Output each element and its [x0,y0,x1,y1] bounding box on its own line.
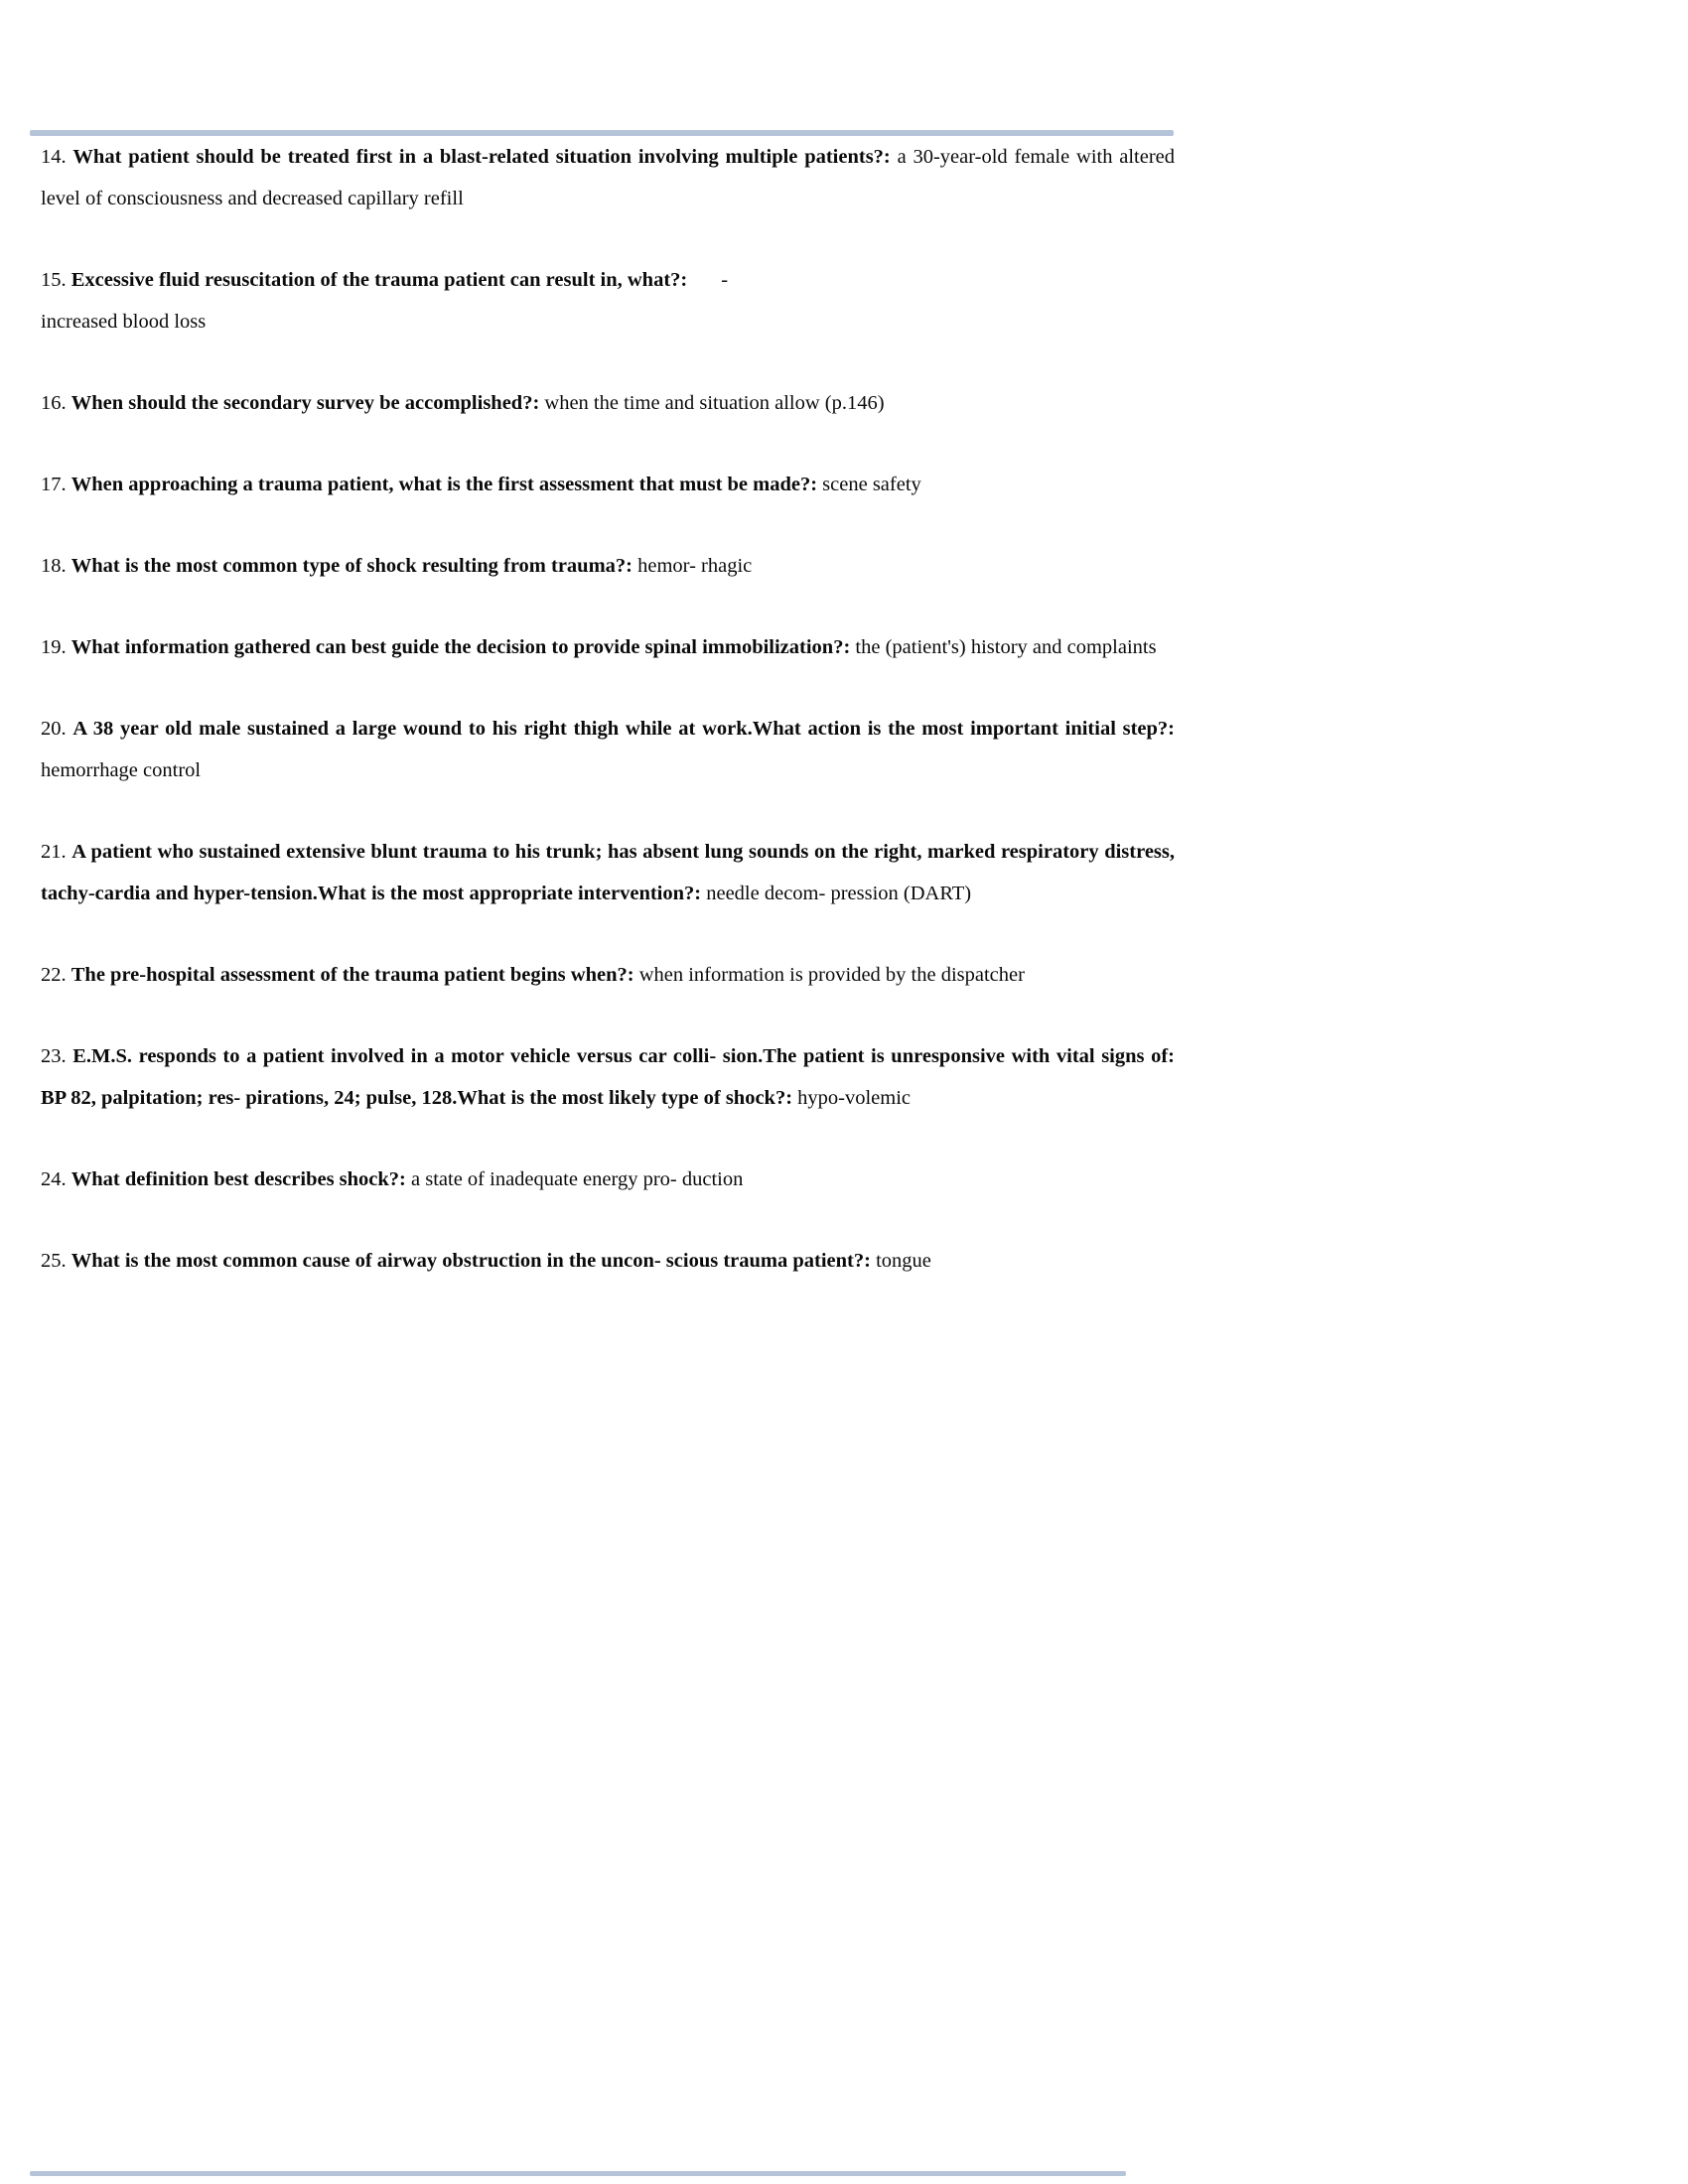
question-text: A patient who sustained extensive blunt trauma to his trunk; has absent lung sounds on the right, marked respiratory distress, tachy-cardia and hyper-tension.What is the most appropriate intervention?: [41,841,1176,904]
answer-text: a state of inadequate energy pro- duction [411,1168,744,1190]
answer-text: the (patient's) history and complaints [855,636,1157,658]
qa-item [41,1159,1175,1200]
answer-text: hemorrhage control [41,759,202,781]
question-text: What is the most common cause of airway obstruction in the uncon- scious trauma patient?: [70,1250,871,1272]
question-text: E.M.S. responds to a patient involved in a motor vehicle versus car colli- sion.The patient is unresponsive with vital signs of: BP 82, palpitation; res- pirations, 24; pulse, 128.What is the most likely type of shock?: [41,1045,1175,1109]
question-text: A 38 year old male sustained a large wound to his right thigh while at work.What action is the most important initial step?: [72,718,1176,740]
page-divider-bottom [30,2171,1126,2176]
question-text: When approaching a trauma patient, what is the first assessment that must be made?: [70,474,818,495]
answer-text: hemor- rhagic [637,555,753,577]
qa-item [41,831,1175,914]
item-number: 23. [41,1045,67,1067]
qa-item [41,136,1175,219]
question-text: Excessive fluid resuscitation of the trauma patient can result in, what?: [70,269,688,291]
question-text: What patient should be treated first in a blast-related situation involving multiple patients?: [72,146,891,168]
question-text: What definition best describes shock?: [70,1168,406,1190]
qa-item [41,1240,1175,1282]
answer-text: increased blood loss [41,311,207,333]
item-number: 20. [41,718,67,740]
qa-item [41,464,1175,505]
qa-item [41,626,1175,668]
question-text: What is the most common type of shock resulting from trauma?: [70,555,633,577]
item-number: 14. [41,146,67,168]
item-number: 22. [41,964,67,986]
qa-item [41,545,1175,587]
answer-text: when the time and situation allow (p.146) [544,392,885,414]
question-text: When should the secondary survey be accomplished?: [70,392,540,414]
item-number: 19. [41,636,67,658]
answer-text: hypo-volemic [797,1087,912,1109]
qa-item [41,1035,1175,1119]
qa-item [41,954,1175,996]
answer-dash: - [721,269,729,291]
item-number: 15. [41,269,67,291]
question-text: What information gathered can best guide the decision to provide spinal immobilization?: [70,636,851,658]
answer-text: scene safety [822,474,921,495]
item-number: 18. [41,555,67,577]
qa-list [41,136,1175,1321]
answer-text: when information is provided by the dispatcher [638,964,1025,986]
qa-item [41,259,1175,342]
item-number: 21. [41,841,67,863]
item-number: 25. [41,1250,67,1272]
item-number: 24. [41,1168,67,1190]
answer-text: needle decom- pression (DART) [706,883,972,904]
qa-item [41,382,1175,424]
item-number: 16. [41,392,67,414]
answer-text: a 30-year-old female with altered level of consciousness and decreased capillary refill [41,146,1176,209]
question-text: The pre-hospital assessment of the trauma patient begins when?: [70,964,634,986]
item-number: 17. [41,474,67,495]
answer-text: tongue [876,1250,931,1272]
qa-item [41,708,1175,791]
